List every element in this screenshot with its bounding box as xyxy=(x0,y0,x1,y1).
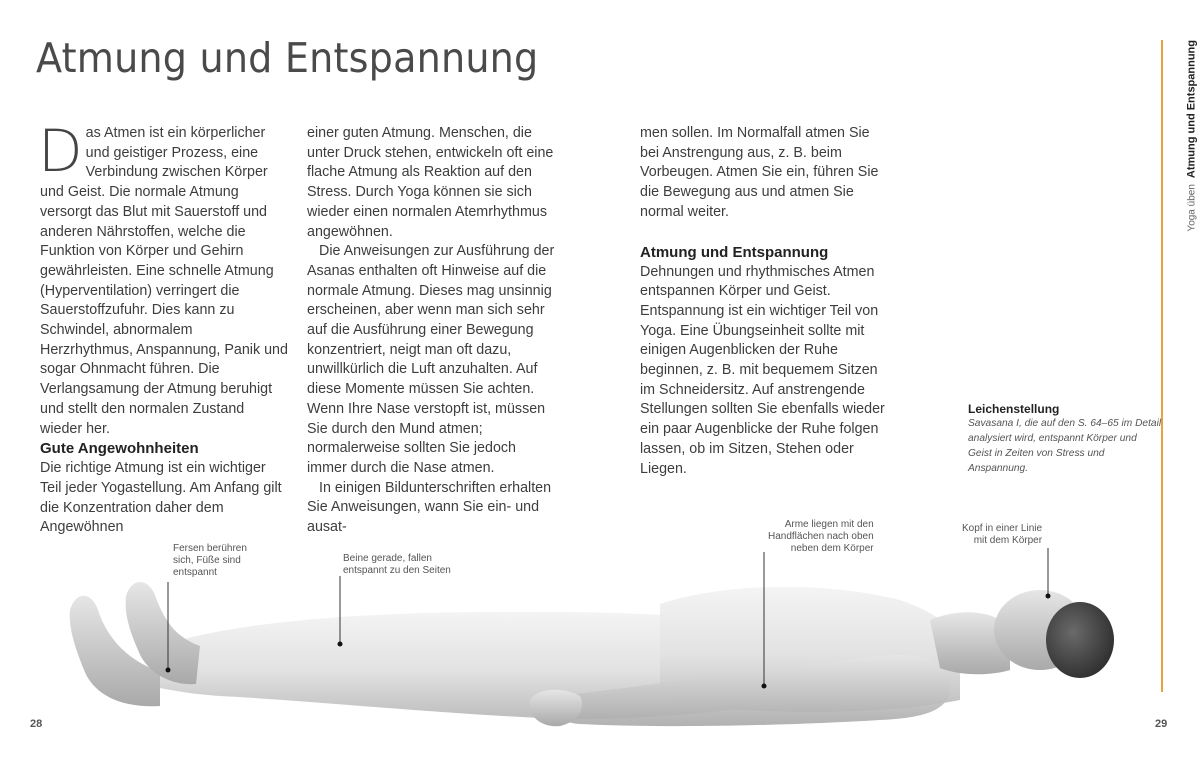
heading-atmung-und-entspannung: Atmung und Entspannung xyxy=(640,243,829,261)
page-title: Atmung und Entspannung xyxy=(36,34,539,82)
running-head-chapter: Atmung und Entspannung xyxy=(1186,40,1198,179)
running-head-section: Yoga üben xyxy=(1187,184,1198,232)
text-column-3 xyxy=(640,124,888,479)
paragraph: einer guten Atmung. Menschen, die unter Druck stehen, entwickeln oft eine flache Atmung als Reaktion auf den Stress. Durch Yoga können sie sich wieder einen normalen Atemrhythmus angewöhnen. xyxy=(307,125,554,240)
paragraph: Die richtige Atmung ist ein wichtiger Teil jeder Yogastellung. Am Anfang gilt die Konzentration daher dem Angewöhnen xyxy=(40,460,282,536)
caption-body: Savasana I, die auf den S. 64–65 im Detail analysiert wird, entspannt Körper und Geist in Zeiten von Stress und Anspannung. xyxy=(968,418,1162,474)
callout-arms: Arme liegen mit den Handflächen nach oben neben dem Körper xyxy=(768,519,874,554)
text-column-2 xyxy=(307,124,555,538)
callout-head: Kopf in einer Linie mit dem Körper xyxy=(962,523,1043,546)
text-column-1 xyxy=(38,117,288,538)
intro-paragraph xyxy=(38,117,288,439)
intro-text: as Atmen ist ein körperlicher und geistiger Prozess, eine Verbindung zwischen Körper und Geist. Die normale Atmung versorgt das Blut mit Sauerstoff und anderen Nährstoffen, welche die Funktion von Körper und Gehirn gewährleisten. Eine schnelle Atmung (Hyperventilation) verringert die Sauerstoffzufuhr. Dies kann zu Schwindel, abnormalem Herzrhythmus, Anspannung, Panik und sogar Ohnmacht führen. Die Verlangsamung der Atmung beruhigt und stellt den normalen Zustand wieder her. xyxy=(40,125,288,437)
drop-cap: D xyxy=(38,117,83,185)
running-head xyxy=(1168,40,1198,232)
page-number-left: 28 xyxy=(30,718,43,730)
accent-rule xyxy=(1161,40,1163,692)
hair xyxy=(1046,602,1114,678)
paragraph: Dehnungen und rhythmisches Atmen entspannen Körper und Geist. Entspannung ist ein wichtiger Teil von Yoga. Eine Übungseinheit sollte mit einigen Augenblicken der Ruhe beginnen, z. B. mit bequemem Sitzen im Schneidersitz. Auf anstrengende Stellungen sollten Sie ebenfalls wieder ein paar Augenblicke der Ruhe folgen lassen, ob im Sitzen, Stehen oder Liegen. xyxy=(640,263,885,477)
paragraph: Die Anweisungen zur Ausführung der Asanas enthalten oft Hinweise auf die normale Atmung. Dieses mag unsinnig erscheinen, aber wenn man sich sehr auf die Ausführung einer Bewegung konzentriert, neigt man oft dazu, unwillkürlich die Luft anzuhalten. Auf diese Momente müssen Sie achten. Wenn Ihre Nase verstopft ist, müssen Sie durch den Mund atmen; normalerweise sollten Sie jedoch immer durch die Nase atmen. xyxy=(307,243,555,476)
caption-title: Leichenstellung xyxy=(968,402,1060,416)
heading-gute-angewohnheiten: Gute Angewohnheiten xyxy=(40,440,199,458)
figure-caption xyxy=(968,402,1163,476)
callout-legs: Beine gerade, fallen entspannt zu den Seiten xyxy=(343,553,451,576)
page-number-right: 29 xyxy=(1155,718,1168,730)
paragraph: In einigen Bildunterschriften erhalten Sie Anweisungen, wann Sie ein- und ausat- xyxy=(307,479,552,536)
paragraph: men sollen. Im Normalfall atmen Sie bei Anstrengung aus, z. B. beim Vorbeugen. Atmen Sie ein, führen Sie die Bewegung aus und atmen Sie normal weiter. xyxy=(640,125,879,220)
callout-feet: Fersen berühren sich, Füße sind entspannt xyxy=(173,543,247,578)
